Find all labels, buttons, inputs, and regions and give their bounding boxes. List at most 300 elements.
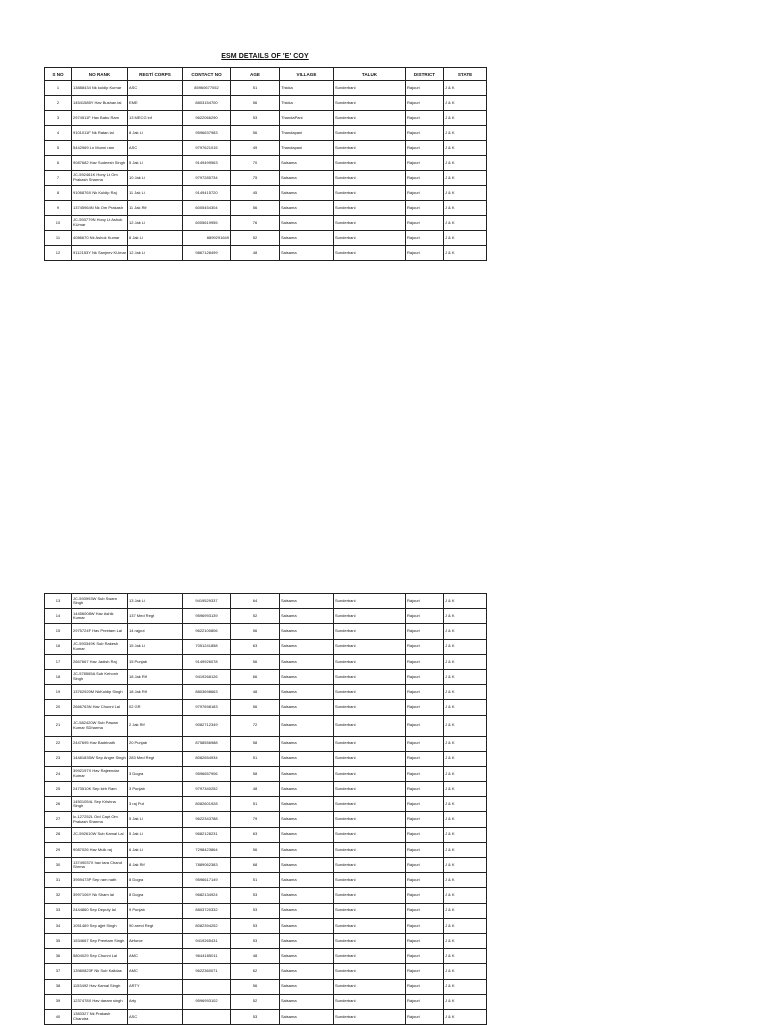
cell-regt-corps: AMC xyxy=(128,949,183,964)
cell-district: Rajouri xyxy=(406,964,444,979)
cell-village: Salsama xyxy=(280,766,334,781)
cell-age: 53 xyxy=(231,903,280,918)
cell-sno: 24 xyxy=(45,766,72,781)
cell-no-rank: 13888434 Nk kuldip Kumar xyxy=(72,81,128,96)
table-row xyxy=(45,873,487,888)
cell-state: J & K xyxy=(444,156,487,171)
table-row xyxy=(45,126,487,141)
cell-contact-no: 8803720332 xyxy=(183,903,231,918)
cell-state: J & K xyxy=(444,782,487,797)
cell-regt-corps: 3 Punjab xyxy=(128,782,183,797)
cell-taluk: Sunderbani xyxy=(334,873,406,888)
cell-sno: 40 xyxy=(45,1009,72,1024)
cell-regt-corps: 5 Jak Li xyxy=(128,156,183,171)
cell-regt-corps: 18 Jak Rif xyxy=(128,669,183,684)
cell-no-rank: 13749037X hav tara Chand Shrma xyxy=(72,858,128,873)
cell-regt-corps: 12 Jak Li xyxy=(128,216,183,231)
cell-sno: 35 xyxy=(45,933,72,948)
cell-taluk: Sunderbani xyxy=(334,246,406,261)
cell-regt-corps: 13 Jak Li xyxy=(128,594,183,609)
cell-age: 56 xyxy=(231,624,280,639)
cell-no-rank: 14501054L Sep Krishna Singh xyxy=(72,797,128,812)
table-row xyxy=(45,842,487,857)
cell-no-rank: 1534667 Sep Preetam Singh xyxy=(72,933,128,948)
cell-contact-no: 8082601928 xyxy=(183,797,231,812)
cell-state: J & K xyxy=(444,751,487,766)
cell-no-rank: 2666763N Hav Chunni Lal xyxy=(72,700,128,715)
cell-contact-no: 8803154700 xyxy=(183,96,231,111)
cell-no-rank: 14481835W Sep Angre Singh xyxy=(72,751,128,766)
cell-no-rank: 2975724F Hav Preetam Lal xyxy=(72,624,128,639)
cell-village: Salsama xyxy=(280,812,334,827)
cell-no-rank: 1237478X Hav daram singh xyxy=(72,994,128,1009)
cell-district: Rajouri xyxy=(406,111,444,126)
cell-district: Rajouri xyxy=(406,797,444,812)
header-no-rank: NO RANK xyxy=(72,68,128,81)
cell-regt-corps: 3 Dogra xyxy=(128,766,183,781)
cell-no-rank: 3992197X Hav Rajeendar Kumar xyxy=(72,766,128,781)
cell-state: J & K xyxy=(444,842,487,857)
cell-no-rank: JC-592610W Sub Kamal Lal xyxy=(72,827,128,842)
table-row xyxy=(45,201,487,216)
header-contact-no: CONTACT NO xyxy=(183,68,231,81)
cell-regt-corps: 11 Jak Rif xyxy=(128,201,183,216)
cell-no-rank: JC-593993W Sub Swarn Singh xyxy=(72,594,128,609)
cell-district: Rajouri xyxy=(406,216,444,231)
cell-sno: 3 xyxy=(45,111,72,126)
cell-village: Salsama xyxy=(280,994,334,1009)
cell-sno: 33 xyxy=(45,903,72,918)
cell-contact-no: 9644185011 xyxy=(183,949,231,964)
cell-contact-no: 9149499563 xyxy=(183,156,231,171)
header-taluk: TALUK xyxy=(334,68,406,81)
table-row xyxy=(45,111,487,126)
header-district: DISTRICT xyxy=(406,68,444,81)
cell-village: Salsama xyxy=(280,949,334,964)
cell-contact-no: 8803698663 xyxy=(183,685,231,700)
cell-state: J & K xyxy=(444,949,487,964)
cell-state: J & K xyxy=(444,994,487,1009)
cell-sno: 23 xyxy=(45,751,72,766)
cell-state: J & K xyxy=(444,186,487,201)
cell-district: Rajouri xyxy=(406,949,444,964)
cell-contact-no: 9419529337 xyxy=(183,594,231,609)
cell-regt-corps: AMC xyxy=(128,964,183,979)
cell-no-rank: JC-582420W Sub Pawan Kumar SDharma xyxy=(72,715,128,736)
cell-district: Rajouri xyxy=(406,654,444,669)
table-row xyxy=(45,609,487,624)
cell-contact-no: 9149415720 xyxy=(183,186,231,201)
cell-regt-corps: ASC xyxy=(128,1009,183,1024)
cell-village: Salsama xyxy=(280,933,334,948)
cell-village: ThandaPani xyxy=(280,111,334,126)
cell-taluk: Sunderbani xyxy=(334,700,406,715)
cell-district: Rajouri xyxy=(406,669,444,684)
table-row xyxy=(45,594,487,609)
cell-taluk: Sunderbani xyxy=(334,964,406,979)
cell-age: 56 xyxy=(231,842,280,857)
cell-sno: 19 xyxy=(45,685,72,700)
cell-taluk: Sunderbani xyxy=(334,827,406,842)
cell-sno: 28 xyxy=(45,827,72,842)
cell-district: Rajouri xyxy=(406,246,444,261)
table-row xyxy=(45,797,487,812)
cell-regt-corps: 8 Jak Li xyxy=(128,126,183,141)
cell-village: Salsama xyxy=(280,186,334,201)
cell-regt-corps: 5 Jak Li xyxy=(128,827,183,842)
cell-village: Salsama xyxy=(280,156,334,171)
cell-no-rank: 9087026 Hav Mulk raj xyxy=(72,842,128,857)
cell-no-rank: 1153492 Hav Kamal Singh xyxy=(72,979,128,994)
cell-age: 56 xyxy=(231,979,280,994)
cell-sno: 9 xyxy=(45,201,72,216)
cell-village: Thicka xyxy=(280,96,334,111)
cell-age: 51 xyxy=(231,797,280,812)
cell-regt-corps: 9 Punjab xyxy=(128,903,183,918)
cell-no-rank: 2447695 Hav Badrinath xyxy=(72,736,128,751)
cell-contact-no: 9596617149 xyxy=(183,873,231,888)
table-row xyxy=(45,858,487,873)
cell-regt-corps: 8 Dogra xyxy=(128,873,183,888)
cell-sno: 11 xyxy=(45,231,72,246)
cell-district: Rajouri xyxy=(406,126,444,141)
cell-taluk: Sunderbani xyxy=(334,751,406,766)
cell-state: J & K xyxy=(444,96,487,111)
cell-village: Thandapani xyxy=(280,141,334,156)
cell-age: 72 xyxy=(231,715,280,736)
cell-sno: 7 xyxy=(45,171,72,186)
cell-state: J & K xyxy=(444,639,487,654)
cell-district: Rajouri xyxy=(406,994,444,1009)
cell-taluk: Sunderbani xyxy=(334,979,406,994)
cell-taluk: Sunderbani xyxy=(334,126,406,141)
cell-contact-no: 9622100806 xyxy=(183,624,231,639)
table-row xyxy=(45,933,487,948)
cell-regt-corps: 15 Punjab xyxy=(128,654,183,669)
cell-taluk: Sunderbani xyxy=(334,797,406,812)
cell-no-rank: 9112153Y Nk Sanjeev KUmar xyxy=(72,246,128,261)
cell-state: J & K xyxy=(444,246,487,261)
cell-age: 51 xyxy=(231,81,280,96)
cell-no-rank: JC-593349K Sub Rakesh Kumar xyxy=(72,639,128,654)
header-state: STATE xyxy=(444,68,487,81)
table-row xyxy=(45,812,487,827)
cell-village: Salsama xyxy=(280,594,334,609)
cell-district: Rajouri xyxy=(406,186,444,201)
cell-taluk: Sunderbani xyxy=(334,81,406,96)
cell-state: J & K xyxy=(444,126,487,141)
table-row xyxy=(45,979,487,994)
cell-state: J & K xyxy=(444,201,487,216)
cell-taluk: Sunderbani xyxy=(334,639,406,654)
cell-district: Rajouri xyxy=(406,594,444,609)
cell-no-rank: 9087682 Hav Sudeesh Singh xyxy=(72,156,128,171)
cell-regt-corps: 13 MECG inf xyxy=(128,111,183,126)
cell-taluk: Sunderbani xyxy=(334,949,406,964)
table-row xyxy=(45,766,487,781)
cell-contact-no: 9082712349 xyxy=(183,715,231,736)
cell-contact-no: 9596993139 xyxy=(183,609,231,624)
cell-no-rank: 13745964N Nk Om Prakash xyxy=(72,201,128,216)
cell-no-rank: 5804029 Sep Chunni Lal xyxy=(72,949,128,964)
cell-village: Salsama xyxy=(280,669,334,684)
cell-contact-no: 9867128499 xyxy=(183,246,231,261)
cell-sno: 6 xyxy=(45,156,72,171)
cell-regt-corps: 15 Jak Li xyxy=(128,639,183,654)
cell-regt-corps: 5 Jak Li xyxy=(128,812,183,827)
cell-contact-no: 9622066290 xyxy=(183,111,231,126)
cell-sno: 25 xyxy=(45,782,72,797)
cell-taluk: Sunderbani xyxy=(334,216,406,231)
cell-no-rank: 14456008W Hav Ashik Kumar xyxy=(72,609,128,624)
esm-table-page-1 xyxy=(44,67,487,261)
cell-village: Salsama xyxy=(280,888,334,903)
cell-village: Salsama xyxy=(280,979,334,994)
cell-age: 52 xyxy=(231,994,280,1009)
cell-sno: 12 xyxy=(45,246,72,261)
cell-state: J & K xyxy=(444,873,487,888)
cell-district: Rajouri xyxy=(406,156,444,171)
cell-regt-corps: 20 Punjab xyxy=(128,736,183,751)
cell-village: Salsama xyxy=(280,700,334,715)
cell-taluk: Sunderbani xyxy=(334,903,406,918)
cell-taluk: Sunderbani xyxy=(334,842,406,857)
table-row xyxy=(45,888,487,903)
cell-age: 53 xyxy=(231,888,280,903)
cell-age: 45 xyxy=(231,186,280,201)
cell-contact-no: 9596993102 xyxy=(183,994,231,1009)
cell-age: 56 xyxy=(231,96,280,111)
cell-age: 53 xyxy=(231,1009,280,1024)
cell-age: 48 xyxy=(231,782,280,797)
cell-village: Salsama xyxy=(280,171,334,186)
cell-district: Rajouri xyxy=(406,201,444,216)
cell-village: Salsama xyxy=(280,201,334,216)
table-row xyxy=(45,216,487,231)
cell-no-rank: 4086670 Nk Ashok Kumar xyxy=(72,231,128,246)
cell-taluk: Sunderbani xyxy=(334,918,406,933)
cell-state: J & K xyxy=(444,609,487,624)
cell-no-rank: 3959473P Sep ram nath xyxy=(72,873,128,888)
cell-district: Rajouri xyxy=(406,873,444,888)
cell-sno: 4 xyxy=(45,126,72,141)
cell-state: J & K xyxy=(444,766,487,781)
cell-contact-no: 85960677052 xyxy=(183,81,231,96)
table-row xyxy=(45,949,487,964)
cell-district: Rajouri xyxy=(406,782,444,797)
cell-state: J & K xyxy=(444,669,487,684)
cell-age: 56 xyxy=(231,654,280,669)
cell-district: Rajouri xyxy=(406,609,444,624)
cell-regt-corps: 8 Jak Rif xyxy=(128,858,183,873)
cell-regt-corps: 137 Med Regt xyxy=(128,609,183,624)
cell-no-rank: JC-578565A Sub Kehonir Singh xyxy=(72,669,128,684)
table-header-row xyxy=(45,68,487,81)
cell-state: J & K xyxy=(444,594,487,609)
cell-state: J & K xyxy=(444,685,487,700)
header-sno: S NO xyxy=(45,68,72,81)
table-row xyxy=(45,715,487,736)
cell-age: 58 xyxy=(231,736,280,751)
cell-taluk: Sunderbani xyxy=(334,812,406,827)
cell-state: J & K xyxy=(444,141,487,156)
cell-state: J & K xyxy=(444,812,487,827)
cell-contact-no: 8082654934 xyxy=(183,751,231,766)
cell-contact-no: 9797285734 xyxy=(183,171,231,186)
cell-taluk: Sunderbani xyxy=(334,994,406,1009)
cell-sno: 1 xyxy=(45,81,72,96)
document-title: ESM DETAILS OF 'E' COY xyxy=(221,53,309,60)
cell-regt-corps: Arty xyxy=(128,994,183,1009)
cell-taluk: Sunderbani xyxy=(334,156,406,171)
cell-regt-corps: 14 rajput xyxy=(128,624,183,639)
cell-contact-no xyxy=(183,1009,231,1024)
cell-state: J & K xyxy=(444,964,487,979)
cell-taluk: Sunderbani xyxy=(334,933,406,948)
cell-sno: 15 xyxy=(45,624,72,639)
cell-sno: 21 xyxy=(45,715,72,736)
cell-age: 63 xyxy=(231,639,280,654)
cell-village: Salsama xyxy=(280,715,334,736)
cell-age: 53 xyxy=(231,111,280,126)
cell-sno: 37 xyxy=(45,964,72,979)
cell-no-rank: 1383327 Nk Prakash Chandra xyxy=(72,1009,128,1024)
cell-no-rank: 13980823F Nk Sub Kalidas xyxy=(72,964,128,979)
table-row xyxy=(45,654,487,669)
cell-state: J & K xyxy=(444,624,487,639)
table-row xyxy=(45,994,487,1009)
cell-sno: 8 xyxy=(45,186,72,201)
cell-district: Rajouri xyxy=(406,639,444,654)
cell-no-rank: 9106876X Nk Kuldip Raj xyxy=(72,186,128,201)
cell-contact-no xyxy=(183,979,231,994)
cell-contact-no: 9797340252 xyxy=(183,782,231,797)
cell-sno: 22 xyxy=(45,736,72,751)
cell-taluk: Sunderbani xyxy=(334,782,406,797)
cell-taluk: Sunderbani xyxy=(334,1009,406,1024)
cell-district: Rajouri xyxy=(406,933,444,948)
cell-contact-no: 9682134924 xyxy=(183,888,231,903)
cell-district: Rajouri xyxy=(406,751,444,766)
cell-age: 64 xyxy=(231,594,280,609)
cell-no-rank: 5442969 Ln Munni ram xyxy=(72,141,128,156)
cell-sno: 38 xyxy=(45,979,72,994)
cell-village: Salsama xyxy=(280,246,334,261)
cell-regt-corps: 283 Med Regt xyxy=(128,751,183,766)
cell-district: Rajouri xyxy=(406,918,444,933)
header-regt-corps: REGT/ CORPS xyxy=(128,68,183,81)
cell-sno: 36 xyxy=(45,949,72,964)
cell-no-rank: 9101011F Nk Ratan lal xyxy=(72,126,128,141)
cell-district: Rajouri xyxy=(406,812,444,827)
cell-district: Rajouri xyxy=(406,624,444,639)
cell-sno: 18 xyxy=(45,669,72,684)
cell-district: Rajouri xyxy=(406,171,444,186)
cell-regt-corps: EME xyxy=(128,96,183,111)
table-row xyxy=(45,918,487,933)
table-row xyxy=(45,669,487,684)
cell-village: Salsama xyxy=(280,858,334,873)
cell-state: J & K xyxy=(444,654,487,669)
cell-state: J & K xyxy=(444,903,487,918)
cell-regt-corps: 02 GR xyxy=(128,700,183,715)
cell-village: Salsama xyxy=(280,231,334,246)
cell-no-rank: 1051469 Sep ajjet Singh xyxy=(72,918,128,933)
cell-taluk: Sunderbani xyxy=(334,186,406,201)
cell-state: J & K xyxy=(444,111,487,126)
table-row xyxy=(45,827,487,842)
cell-age: 51 xyxy=(231,873,280,888)
cell-age: 48 xyxy=(231,685,280,700)
cell-age: 51 xyxy=(231,751,280,766)
cell-taluk: Sunderbani xyxy=(334,201,406,216)
table-row xyxy=(45,639,487,654)
cell-no-rank: JC-593779N Hony Lt Ashok KUmar xyxy=(72,216,128,231)
cell-state: J & K xyxy=(444,888,487,903)
cell-no-rank: 14541585Y Hav Bushan lal xyxy=(72,96,128,111)
cell-state: J & K xyxy=(444,797,487,812)
cell-district: Rajouri xyxy=(406,700,444,715)
cell-taluk: Sunderbani xyxy=(334,766,406,781)
cell-sno: 17 xyxy=(45,654,72,669)
cell-district: Rajouri xyxy=(406,685,444,700)
table-row xyxy=(45,141,487,156)
cell-contact-no: 7889062383 xyxy=(183,858,231,873)
cell-district: Rajouri xyxy=(406,766,444,781)
cell-contact-no: 9596657906 xyxy=(183,766,231,781)
cell-state: J & K xyxy=(444,736,487,751)
esm-table-page-2 xyxy=(44,593,487,1025)
table-row xyxy=(45,624,487,639)
cell-age: 48 xyxy=(231,949,280,964)
cell-no-rank: Ic-127252L Ord Capt Om Prakash Sharma xyxy=(72,812,128,827)
table-row xyxy=(45,231,487,246)
cell-state: J & K xyxy=(444,1009,487,1024)
cell-age: 68 xyxy=(231,858,280,873)
cell-sno: 31 xyxy=(45,873,72,888)
cell-age: 56 xyxy=(231,126,280,141)
cell-taluk: Sunderbani xyxy=(334,594,406,609)
table-row xyxy=(45,700,487,715)
cell-no-rank: 2473510K Sep kirh Ram xyxy=(72,782,128,797)
cell-state: J & K xyxy=(444,933,487,948)
cell-village: Salsama xyxy=(280,654,334,669)
cell-no-rank: 2444860 Sep Deputy lal xyxy=(72,903,128,918)
cell-contact-no: 9797621015 xyxy=(183,141,231,156)
cell-district: Rajouri xyxy=(406,842,444,857)
cell-village: Salsama xyxy=(280,842,334,857)
cell-sno: 30 xyxy=(45,858,72,873)
cell-taluk: Sunderbani xyxy=(334,111,406,126)
cell-village: Salsama xyxy=(280,685,334,700)
cell-village: Salsama xyxy=(280,216,334,231)
table-row xyxy=(45,171,487,186)
cell-age: 58 xyxy=(231,766,280,781)
table-row xyxy=(45,156,487,171)
cell-state: J & K xyxy=(444,715,487,736)
cell-taluk: Sunderbani xyxy=(334,736,406,751)
cell-taluk: Sunderbani xyxy=(334,715,406,736)
cell-taluk: Sunderbani xyxy=(334,669,406,684)
cell-taluk: Sunderbani xyxy=(334,171,406,186)
cell-regt-corps: 8 Jak Li xyxy=(128,231,183,246)
cell-contact-no: 9596637983 xyxy=(183,126,231,141)
cell-age: 66 xyxy=(231,669,280,684)
table-row xyxy=(45,736,487,751)
cell-age: 79 xyxy=(231,812,280,827)
cell-contact-no: 7298423864 xyxy=(183,842,231,857)
cell-sno: 2 xyxy=(45,96,72,111)
